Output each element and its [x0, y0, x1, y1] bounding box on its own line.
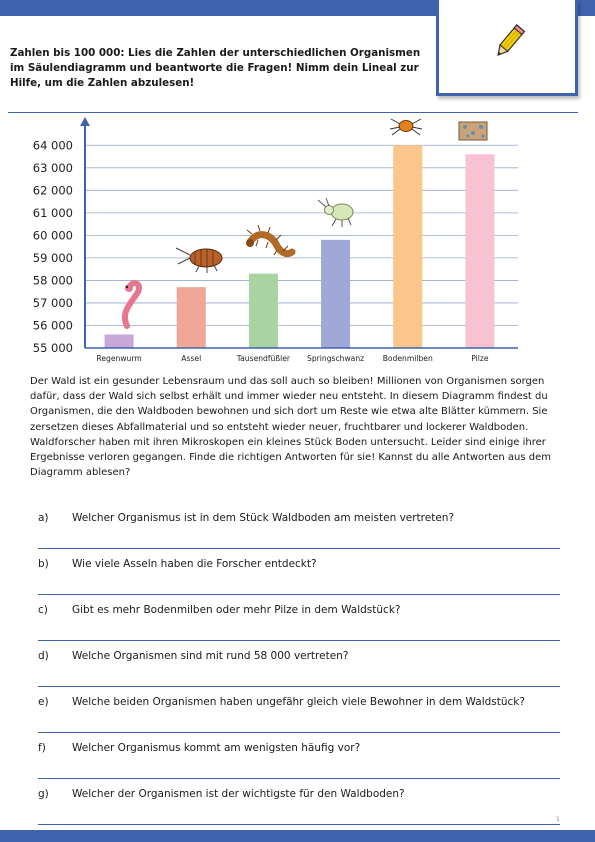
question-letter: d) — [38, 650, 49, 662]
x-tick-label: Regenwurm — [96, 354, 142, 363]
answer-line[interactable] — [38, 778, 560, 779]
question-letter: g) — [38, 788, 49, 800]
y-tick-label: 60 000 — [32, 228, 73, 243]
x-tick-label: Tausendfüßler — [236, 354, 291, 363]
answer-line[interactable] — [38, 640, 560, 641]
answer-line[interactable] — [38, 686, 560, 687]
question-text: Gibt es mehr Bodenmilben oder mehr Pilze in dem Waldstück? — [72, 604, 401, 616]
y-tick-label: 58 000 — [32, 273, 73, 288]
question-text: Welche beiden Organismen haben ungefähr gleich viele Bewohner in dem Waldstück? — [72, 696, 525, 708]
question-letter: a) — [38, 512, 49, 524]
mite-illustration — [390, 119, 422, 135]
question-text: Welcher der Organismen ist der wichtigste für den Waldboden? — [72, 788, 405, 800]
fungi-illustration — [459, 122, 487, 140]
bar-tausendfüßler — [249, 274, 278, 348]
y-tick-label: 62 000 — [32, 183, 73, 198]
bar-regenwurm — [105, 334, 134, 348]
question-letter: b) — [38, 558, 49, 570]
pencil-icon — [491, 22, 527, 62]
bar-springschwanz — [321, 240, 350, 348]
answer-line[interactable] — [38, 548, 560, 549]
y-tick-label: 59 000 — [32, 250, 73, 265]
bottom-banner — [0, 830, 595, 842]
y-tick-label: 55 000 — [32, 341, 73, 355]
answer-line[interactable] — [38, 732, 560, 733]
question-text: Welcher Organismus ist in dem Stück Waldboden am meisten vertreten? — [72, 512, 455, 524]
x-tick-label: Pilze — [471, 354, 489, 363]
x-tick-label: Assel — [181, 354, 202, 363]
centipede-illustration — [246, 225, 292, 255]
worm-illustration — [125, 283, 139, 326]
bar-bodenmilben — [393, 145, 422, 348]
question-text: Wie viele Asseln haben die Forscher entdeckt? — [72, 558, 317, 570]
question-letter: e) — [38, 696, 49, 708]
intro-paragraph: Der Wald ist ein gesunder Lebensraum und das soll auch so bleiben! Millionen von Organismen sorgen dafür, dass der Wald sich selbst erhält und immer wieder neu entsteht. In diesem Diagramm findest du Organismen, die den Waldboden bewohnen und sich dort um Reste wie etwa alte Blätter kümmern. Sie zersetzen dieses Abfallmaterial und so entsteht wieder neuer, fruchtbarer und lockerer Waldboden. Waldforscher haben mit ihren Mikroskopen ein kleines Stück Boden untersucht. Leider sind einige ihrer Ergebnisse verloren gegangen. Finde die richtigen Antworten für sie! Kannst du alle Antworten aus dem Diagramm ablesen? — [30, 376, 551, 479]
y-tick-label: 61 000 — [32, 205, 73, 220]
question-text: Welcher Organismus kommt am wenigsten häufig vor? — [72, 742, 361, 754]
pencil-box — [436, 0, 578, 96]
bar-chart — [0, 112, 595, 372]
y-tick-label: 56 000 — [32, 318, 73, 333]
page-number: 1 — [556, 816, 560, 823]
y-tick-label: 57 000 — [32, 295, 73, 310]
y-axis-arrow — [80, 117, 90, 126]
bar-assel — [177, 287, 206, 348]
x-tick-label: Springschwanz — [307, 354, 365, 363]
answer-line[interactable] — [38, 594, 560, 595]
answer-line[interactable] — [38, 824, 560, 825]
y-tick-label: 63 000 — [32, 160, 73, 175]
question-letter: c) — [38, 604, 48, 616]
question-letter: f) — [38, 742, 46, 754]
woodlouse-illustration — [176, 248, 222, 273]
task-instructions: Zahlen bis 100 000: Lies die Zahlen der unterschiedlichen Organismen im Säulendiagramm und beantworte die Fragen! Nimm dein Lineal zur Hilfe, um die Zahlen abzulesen! — [10, 47, 421, 89]
x-tick-label: Bodenmilben — [382, 354, 433, 363]
question-text: Welche Organismen sind mit rund 58 000 vertreten? — [72, 650, 349, 662]
y-tick-label: 64 000 — [32, 138, 73, 153]
bar-pilze — [465, 154, 494, 348]
